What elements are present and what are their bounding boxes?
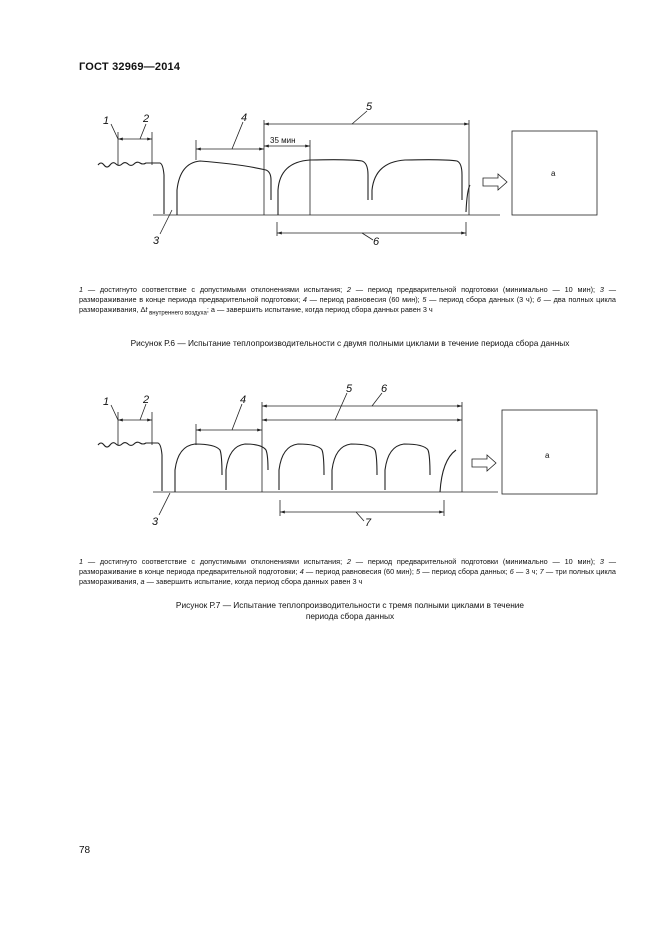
label-1: 1 [103,396,110,408]
figure-p7-caption-line2: периода сбора данных [305,611,395,621]
cycle-curve [175,444,222,492]
interval-35-min: 35 мин [270,136,296,145]
page-number: 78 [79,845,91,856]
result-box-label: a [545,451,550,460]
figure-p6-caption: Рисунок Р.6 — Испытание теплопроизводительности с двумя полными циклами в течение периода сбора данных [130,338,570,348]
preconditioning-curve [98,162,164,214]
label-6: 6 [381,383,388,395]
cycle-curve [177,161,271,215]
label-5: 5 [346,383,353,395]
cycle-curve [279,444,324,490]
figure-p7-notes: 1 — достигнуто соответствие с допустимыми отклонениями испытания; 2 — период предварительной подготовки (минимально — 10 мин); 3 — размораживание в конце периода предварительной подготовки; 4 — период равновесия (60 мин); 5 — период сбора данных; 6 — 3 ч; 7 — три полных цикла размораживания, а — завершить испытание, когда период сбора данных равен 3 ч [79,557,616,586]
label-2: 2 [143,113,150,125]
standard-header: ГОСТ 32969—2014 [79,61,181,73]
label-1: 1 [103,115,110,127]
label-4: 4 [240,394,247,406]
figure-p7-caption-line1: Рисунок Р.7 — Испытание теплопроизводительности с тремя полными циклами в течение [175,600,525,610]
preconditioning-curve [98,442,162,491]
cycle-curve [372,160,462,200]
label-7: 7 [365,517,372,529]
figure-p7-caption [60,600,640,622]
cycle-curve [278,160,368,215]
cycle-curve [385,444,430,490]
figure-p6-diagram [0,95,661,255]
result-box [502,410,597,494]
label-4: 4 [241,112,248,124]
result-arrow-icon [472,455,496,471]
result-box-label: a [551,169,556,178]
label-5: 5 [366,101,373,113]
label-2: 2 [143,394,150,406]
label-3: 3 [152,516,159,528]
cycle-curve [440,450,456,492]
label-3: 3 [153,235,160,247]
cycle-curve [332,444,377,490]
figure-p6-notes: 1 — достигнуто соответствие с допустимыми отклонениями испытания; 2 — период предварительной подготовки (минимально — 10 мин); 3 — размораживание в конце периода предварительной подготовки; 4 — период равновесия (60 мин); 5 — период сбора данных (3 ч); 6 — два полных цикла размораживания, Δt $_{внутреннего воздуха}$; а — завершить испытание, когда период сбора данных равен 3 ч [79,285,616,317]
result-arrow-icon [483,174,507,190]
figure-p7-diagram [0,375,661,535]
label-6: 6 [373,236,380,248]
